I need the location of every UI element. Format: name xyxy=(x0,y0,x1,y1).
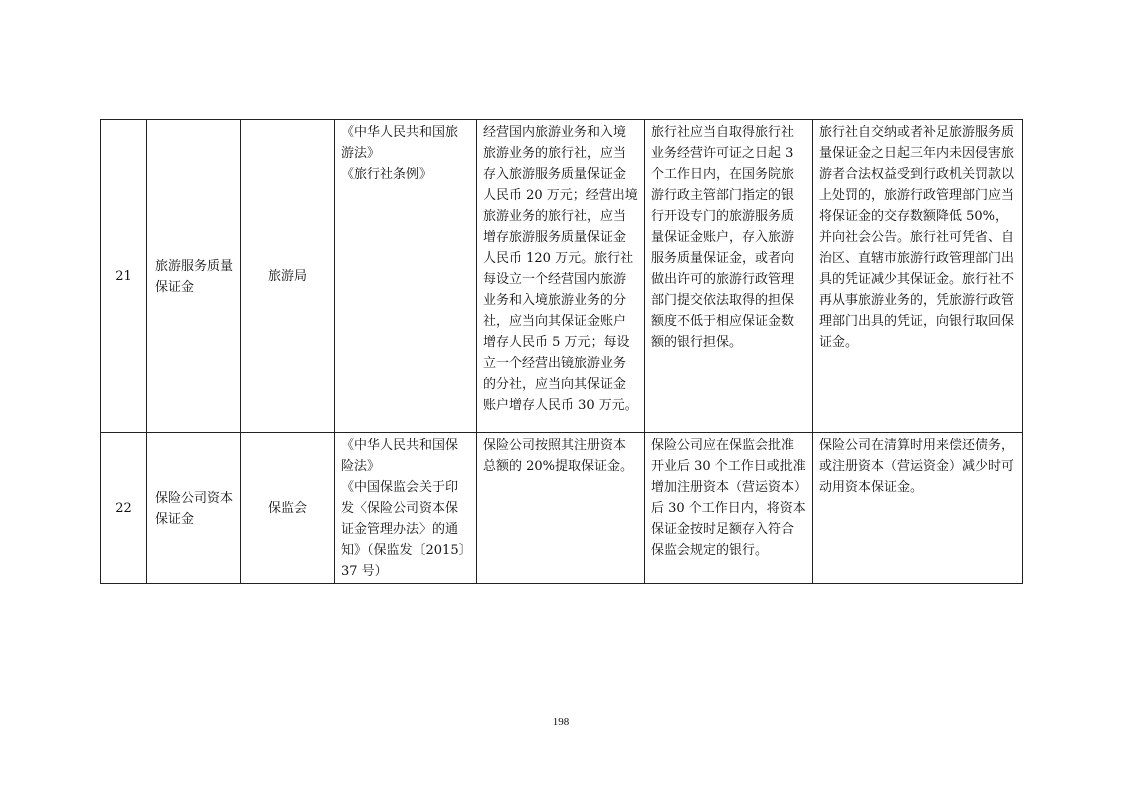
legal-basis-item: 《中华人民共和国保险法》 xyxy=(341,438,459,474)
fund-name: 旅游服务质量保证金 xyxy=(155,258,234,295)
department-cell: 旅游局 xyxy=(241,120,335,433)
legal-basis-item: 《中国保监会关于印发〈保险公司资本保证金管理办法〉的通知》（保监发〔2015〕37 号） xyxy=(341,480,466,579)
legal-basis-item: 《中华人民共和国旅游法》 xyxy=(341,125,459,161)
refund-rule-cell: 保险公司在清算时用来偿还债务，或注册资本（营运资金）减少时可动用资本保证金。 xyxy=(813,433,1023,584)
table-row xyxy=(101,120,1023,433)
row-number: 21 xyxy=(101,120,147,433)
deposit-method-cell: 保险公司应在保监会批准开业后 30 个工作日或批准增加注册资本（营运资本）后 30 个工作日内，将资本保证金按时足额存入符合保监会规定的银行。 xyxy=(645,433,813,584)
row-number: 22 xyxy=(101,433,147,584)
table-row xyxy=(101,433,1023,584)
legal-basis-cell xyxy=(335,433,477,584)
legal-basis-cell xyxy=(335,120,477,433)
guarantee-fund-table xyxy=(100,119,1023,584)
department-cell: 保监会 xyxy=(241,433,335,584)
deposit-method-cell: 旅行社应当自取得旅行社业务经营许可证之日起 3 个工作日内，在国务院旅游行政主管部门指定的银行开设专门的旅游服务质量保证金账户，存入旅游服务质量保证金，或者向做出许可的旅游行政管理部门提交依法取得的担保额度不低于相应保证金数额的银行担保。 xyxy=(645,120,813,433)
fund-name-cell xyxy=(147,433,241,584)
refund-rule-cell: 旅行社自交纳或者补足旅游服务质量保证金之日起三年内未因侵害旅游者合法权益受到行政机关罚款以上处罚的，旅游行政管理部门应当将保证金的交存数额降低 50%，并向社会公告。旅行社可凭省、自治区、直辖市旅游行政管理部门出具的凭证减少其保证金。旅行社不再从事旅游业务的，凭旅游行政管理部门出具的凭证，向银行取回保证金。 xyxy=(813,120,1023,433)
fund-name: 保险公司资本保证金 xyxy=(155,490,234,527)
fund-name-cell xyxy=(147,120,241,433)
page-number: 198 xyxy=(552,716,570,728)
deposit-standard-cell: 保险公司按照其注册资本总额的 20%提取保证金。 xyxy=(477,433,645,584)
deposit-standard-cell: 经营国内旅游业务和入境旅游业务的旅行社，应当存入旅游服务质量保证金人民币 20 万元；经营出境旅游业务的旅行社，应当增存旅游服务质量保证金人民币 120 万元。旅行社每设立一个经营国内旅游业务和入境旅游业务的分社，应当向其保证金账户增存人民币 5 万元；每设立一个经营出镜旅游业务的分社，应当向其保证金账户增存人民币 30 万元。 xyxy=(477,120,645,433)
legal-basis-item: 《旅行社条例》 xyxy=(341,167,433,182)
